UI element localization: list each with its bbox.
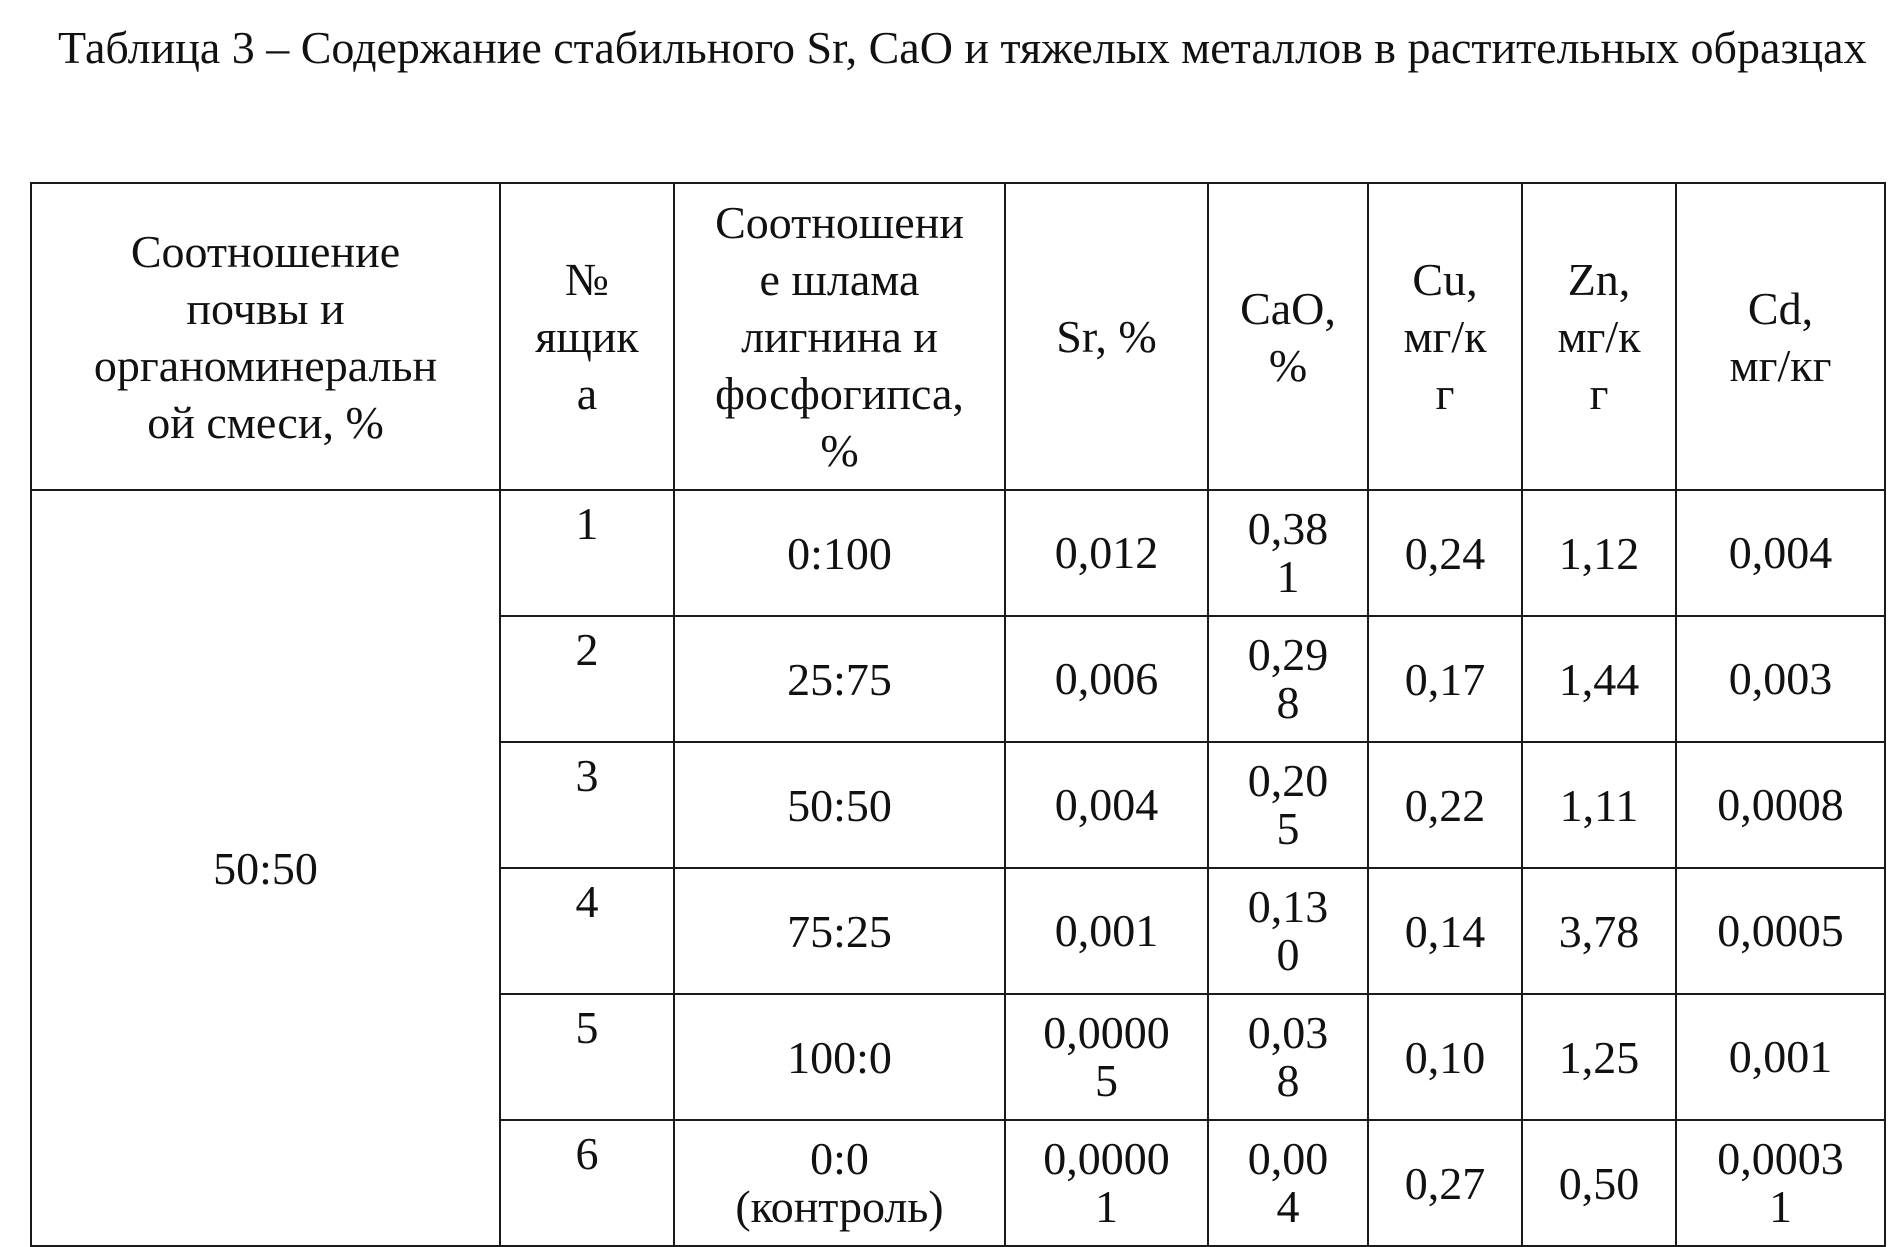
zn-cell: 1,25 [1522, 994, 1676, 1120]
ratio-cell: 0:100 [674, 490, 1005, 616]
zn-cell: 1,44 [1522, 616, 1676, 742]
zn-cell: 1,11 [1522, 742, 1676, 868]
cu-cell: 0,24 [1368, 490, 1522, 616]
header-cu: Cu, мг/к г [1368, 183, 1522, 490]
header-sr: Sr, % [1005, 183, 1208, 490]
sr-cell: 0,004 [1005, 742, 1208, 868]
box-number-cell: 1 [500, 490, 674, 616]
cu-cell: 0,27 [1368, 1120, 1522, 1246]
cao-cell: 0,00 4 [1208, 1120, 1368, 1246]
cd-cell: 0,0008 [1676, 742, 1885, 868]
cao-cell: 0,20 5 [1208, 742, 1368, 868]
cu-cell: 0,10 [1368, 994, 1522, 1120]
ratio-cell: 100:0 [674, 994, 1005, 1120]
cao-cell: 0,03 8 [1208, 994, 1368, 1120]
zn-cell: 0,50 [1522, 1120, 1676, 1246]
cd-cell: 0,001 [1676, 994, 1885, 1120]
table-row [31, 490, 1885, 616]
header-soil-mix-ratio: Соотношение почвы и органоминеральн ой смеси, % [31, 183, 500, 490]
sr-cell: 0,001 [1005, 868, 1208, 994]
box-number-cell: 3 [500, 742, 674, 868]
ratio-cell: 75:25 [674, 868, 1005, 994]
table-caption: Таблица 3 – Содержание стабильного Sr, CaO и тяжелых металлов в растительных образцах [58, 22, 1867, 73]
zn-cell: 3,78 [1522, 868, 1676, 994]
cd-cell: 0,0003 1 [1676, 1120, 1885, 1246]
data-table [30, 182, 1886, 1247]
zn-cell: 1,12 [1522, 490, 1676, 616]
box-number-cell: 6 [500, 1120, 674, 1246]
cu-cell: 0,17 [1368, 616, 1522, 742]
header-row [31, 183, 1885, 490]
cd-cell: 0,003 [1676, 616, 1885, 742]
header-sludge-ratio: Соотношени е шлама лигнина и фосфогипса, % [674, 183, 1005, 490]
header-zn: Zn, мг/к г [1522, 183, 1676, 490]
cao-cell: 0,38 1 [1208, 490, 1368, 616]
cao-cell: 0,13 0 [1208, 868, 1368, 994]
header-cd: Cd, мг/кг [1676, 183, 1885, 490]
box-number-cell: 5 [500, 994, 674, 1120]
ratio-cell: 0:0 (контроль) [674, 1120, 1005, 1246]
box-number-cell: 4 [500, 868, 674, 994]
cao-cell: 0,29 8 [1208, 616, 1368, 742]
ratio-cell: 50:50 [674, 742, 1005, 868]
cd-cell: 0,004 [1676, 490, 1885, 616]
sr-cell: 0,012 [1005, 490, 1208, 616]
header-box-number: № ящик а [500, 183, 674, 490]
sr-cell: 0,0000 1 [1005, 1120, 1208, 1246]
group-soil-ratio-cell: 50:50 [31, 490, 500, 1246]
cu-cell: 0,14 [1368, 868, 1522, 994]
cu-cell: 0,22 [1368, 742, 1522, 868]
cd-cell: 0,0005 [1676, 868, 1885, 994]
box-number-cell: 2 [500, 616, 674, 742]
sr-cell: 0,006 [1005, 616, 1208, 742]
ratio-cell: 25:75 [674, 616, 1005, 742]
header-cao: CaO, % [1208, 183, 1368, 490]
sr-cell: 0,0000 5 [1005, 994, 1208, 1120]
